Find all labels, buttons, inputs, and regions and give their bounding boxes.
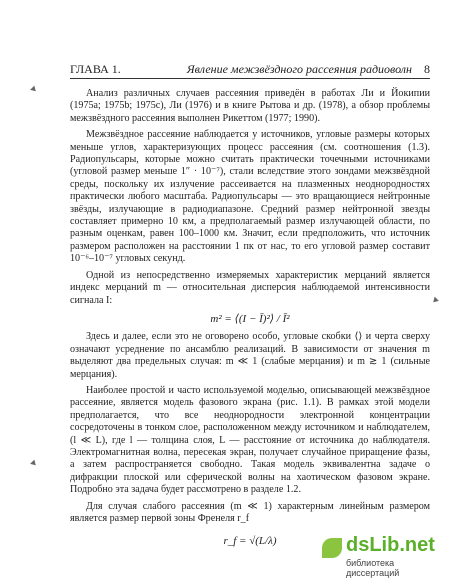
watermark-brand: dsLib.net xyxy=(346,534,435,556)
watermark-logo xyxy=(322,528,435,578)
paragraph-3: Одной из непосредственно измеряемых характеристик мерцаний является индекс мерцаний m — относительная дисперсия наблюдаемой интенсивности сигнала I: xyxy=(70,269,430,306)
margin-mark-icon xyxy=(431,297,439,305)
main-text xyxy=(70,88,430,548)
margin-mark-icon xyxy=(30,460,38,468)
paragraph-5: Наиболее простой и часто используемой моделью, описывающей межзвёздное рассеяние, является модель фазового экрана (рис. 1.1). В рамках этой модели предполагается, что все неоднородности электронной концентрации сосредоточены в тонком слое, расположенном между источником и наблюдателем, (l ≪ L), где l — толщина слоя, L — расстояние от источника до наблюдателя. Электромагнитная волна, пересекая экран, получает случайное приращение фазы, а затем распространяется свободно. Такая модель эквивалентна задаче о дифракции плоской или сферической волны на хаотическом фазовом экране. Подробно эта задача будет рассмотрено в разделе 1.2. xyxy=(70,384,430,496)
paragraph-2: Межзвёздное рассеяние наблюдается у источников, угловые размеры которых меньше углов, характеризующих процесс рассеяния (см. соотношения (1.3). Радиопульсары, которые можно считать практически точечными источниками (угловой размер меньше 1″ · 10⁻⁷), стали вследствие этого зондами межзвёздной среды, поскольку их излучение рассеивается на плазменных неоднородностях практически любого масштаба. Радиопульсары — это вращающиеся нейтронные звёзды, излучающие в радиодиапазоне. Средний размер нейтронной звезды составляет примерно 10 км, а предполагаемый размер излучающей области, по разным оценкам, равен 100–1000 км. Значит, если предположить, что источник размером расположен на расстоянии 1 пк от нас, то его угловой размер составит 10⁻⁶–10⁻⁷ угловых секунд. xyxy=(70,129,430,265)
running-title: Явление межзвёздного рассеяния радиоволн xyxy=(186,62,412,76)
watermark-subtitle: библиотека диссертаций xyxy=(346,558,400,578)
leaf-icon xyxy=(322,538,342,558)
margin-mark-icon xyxy=(30,86,38,94)
paragraph-4: Здесь и далее, если это не оговорено особо, угловые скобки ⟨⟩ и черта сверху означают усреднение по ансамблю реализаций. В зависимости от значения m выделяют два предельных случая: m ≪ 1 (слабые мерцания) и m ≳ 1 (сильные мерцания). xyxy=(70,331,430,380)
formula-2: r_f = √(L/λ) xyxy=(223,535,277,548)
page-number: 8 xyxy=(424,62,430,76)
header-rule xyxy=(70,78,430,79)
paragraph-6: Для случая слабого рассеяния (m ≪ 1) характерным линейным размером является размер первой зоны Френеля r_f xyxy=(70,500,430,524)
chapter-label: ГЛАВА 1. xyxy=(70,62,121,76)
formula-1: m² = ⟨(I − Ī)²⟩ / Ī² xyxy=(210,312,290,325)
paragraph-1: Анализ различных случаев рассеяния приведён в работах Ли и Йокипии (1975a; 1975b; 1975c), Ли (1976) и в книге Рытова и др. (1978), а обзор проблемы межзвёздного рассеяния выполнен Рикеттом (1977; 1990). xyxy=(70,88,430,124)
